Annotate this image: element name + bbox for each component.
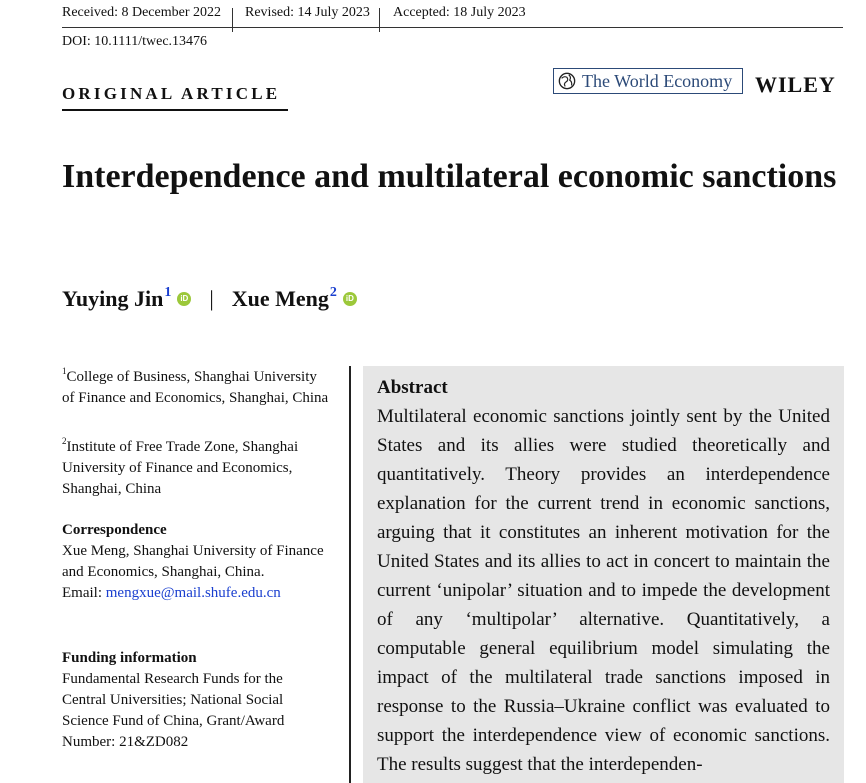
- journal-name: The World Economy: [582, 70, 733, 91]
- accepted-date: Accepted: 18 July 2023: [393, 5, 526, 20]
- affiliation-text: College of Business, Shanghai University of Finance and Economics, Shanghai, China: [62, 369, 329, 406]
- funding-block: [62, 648, 330, 753]
- affiliation-number: 1: [62, 366, 67, 376]
- affiliation-marker[interactable]: 1: [164, 285, 172, 300]
- correspondence-heading: Correspondence: [62, 522, 167, 538]
- orcid-icon[interactable]: iD: [343, 292, 357, 306]
- funding-text: Fundamental Research Funds for the Central Universities; National Social Science Fund of China, Grant/Award Number: 21&ZD082: [62, 671, 285, 750]
- correspondence-text: Xue Meng, Shanghai University of Finance and Economics, Shanghai, China.: [62, 543, 324, 580]
- doi-text: DOI: 10.1111/twec.13476: [62, 34, 208, 49]
- publisher-logo: WILEY: [755, 72, 836, 97]
- email-link[interactable]: mengxue@mail.shufe.edu.cn: [105, 585, 281, 601]
- header-rule: [62, 27, 843, 28]
- date-divider: [379, 8, 380, 32]
- revised-date: Revised: 14 July 2023: [245, 5, 370, 20]
- abstract-text: Multilateral economic sanctions jointly sent by the United States and its allies were studied theoretically and quantitatively. Theory provides an interdependence explanation for the current trend in economic sanctions, arguing that it constitutes an inherent motivation for the United States and its allies to act in concert to maintain the current ‘unipolar’ situation and to impede the development of any ‘multipolar’ alternative. Quantitatively, a computable general equilibrium model simulating the impact of the multilateral trade sanctions imposed in response to the Russia–Ukraine conflict was evaluated to support the interdependence view of economic sanctions. The results suggest that the interdependen-: [377, 406, 830, 775]
- correspondence-block: [62, 520, 330, 604]
- date-divider: [232, 8, 233, 32]
- received-date: Received: 8 December 2022: [62, 5, 221, 20]
- article-title: Interdependence and multilateral economic sanctions: [62, 158, 837, 195]
- doi[interactable]: [62, 34, 207, 50]
- affiliation-text: Institute of Free Trade Zone, Shanghai University of Finance and Economics, Shanghai, China: [62, 439, 299, 497]
- affiliation-1: [62, 362, 330, 409]
- affiliation-2: [62, 432, 330, 500]
- article-type-rule: [62, 109, 288, 111]
- affiliation-marker[interactable]: 2: [329, 285, 337, 300]
- email-label: Email:: [62, 585, 106, 601]
- globe-icon: [558, 72, 576, 90]
- author-name[interactable]: Xue Meng: [231, 286, 329, 311]
- affiliation-number: 2: [62, 436, 67, 446]
- journal-logo[interactable]: [553, 68, 743, 94]
- abstract-heading: Abstract: [377, 377, 448, 398]
- funding-heading: Funding information: [62, 650, 197, 666]
- article-type: ORIGINAL ARTICLE: [62, 84, 281, 103]
- author-name[interactable]: Yuying Jin: [62, 286, 164, 311]
- orcid-icon[interactable]: iD: [177, 292, 191, 306]
- abstract-box: [363, 366, 844, 783]
- email-line: [62, 583, 330, 604]
- author-list: [62, 286, 357, 312]
- column-divider: [349, 366, 351, 783]
- author-separator: |: [209, 286, 214, 311]
